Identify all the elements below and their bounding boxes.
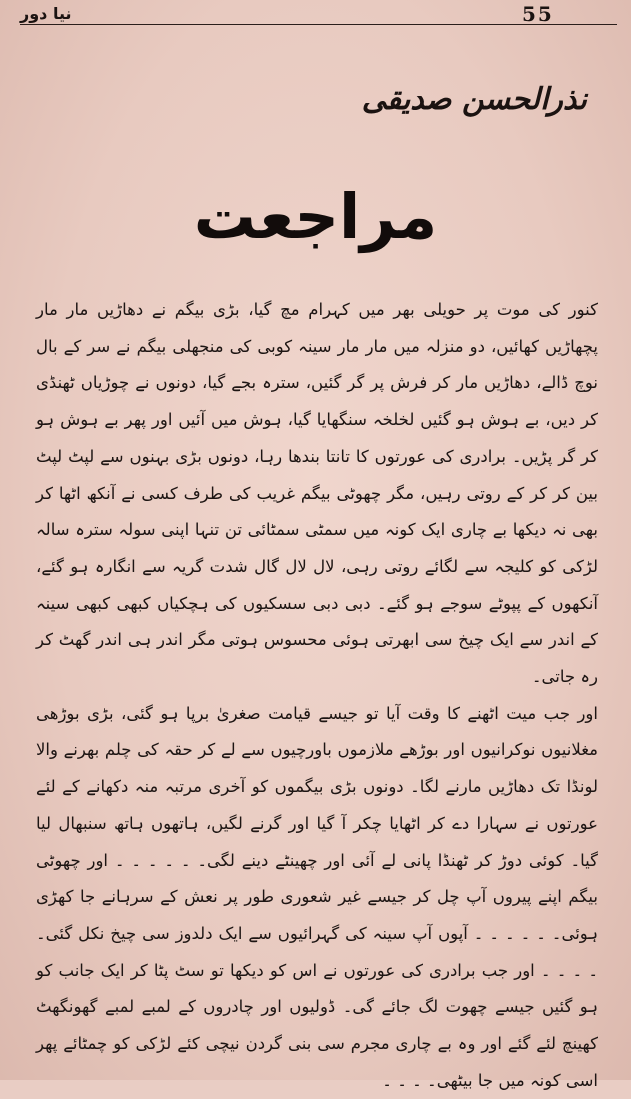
header-rule [20,24,617,25]
paragraph: اور جب میت اٹھنے کا وقت آیا تو جیسے قیامت صغریٰ برپا ہو گئی، بڑی بوڑھی مغلانیوں نوکرانیوں اور بوڑھے ملازموں باورچیوں سے لے کر حقہ کی چلم بھرنے والا لونڈا تک دھاڑیں مارنے لگا۔ دونوں بڑی بیگموں کو آخری مرتبہ منہ دکھانے کے لئے عورتوں نے سہارا دے کر اٹھایا چکر آ گیا اور گرنے لگیں، ہاتھوں ہاتھ سنبھال لیا گیا۔ کوئی دوڑ کر ٹھنڈا پانی لے آئی اور چھینٹے دینے لگی۔ ۔ ۔ ۔ ۔ ۔ اور چھوٹی بیگم اپنے پیروں آپ چل کر جیسے غیر شعوری طور پر نعش کے سرہانے جا کھڑی ہوئی۔ ۔ ۔ ۔ ۔ ۔ آپوں آپ سینہ کی گہرائیوں سے ایک دلدوز سی چیخ نکل گئی۔ ۔ ۔ ۔ ۔ اور جب برادری کی عورتوں نے اس کو دیکھا تو سٹ پٹا کر ایک جانب کو ہو گئیں جیسے چھوت لگ جائے گی۔ ڈولیوں اور چادروں کے لمبے لمبے گھونگھٹ کھینچ لئے گئے اور وہ بے چاری مجرم سی بنی گردن نیچی کئے لڑکی کو چمٹائے پھر اسی کونہ میں جا بیٹھی۔ ۔ ۔ ۔ [36,703,598,1090]
page-number: 55 [522,2,554,26]
author-name: نذرالحسن صدیقی [361,82,587,117]
article-title: مراجعت [193,180,438,253]
running-head: نیا دور [20,4,72,23]
article-body [36,292,598,1099]
paragraph: کنور کی موت پر حویلی بھر میں کہرام مچ گیا، بڑی بیگم نے دھاڑیں مار مار پچھاڑیں کھائیں، دو منزلہ میں مار مار سینہ کوبی کی منجھلی بیگم نے سر کے بال نوچ ڈالے، دھاڑیں مار کر فرش پر گر گئیں، سترہ بجے گیا، دونوں نے چوڑیاں ٹھنڈی کر دیں، بے ہوش ہو گئیں لخلخہ سنگھایا گیا، ہوش میں آئیں اور پھر بے ہوش ہو کر گر پڑیں۔ برادری کی عورتوں کا تانتا بندھا رہا، دونوں بڑی بہنوں سے لپٹ لپٹ بین کر کر کے روتی رہیں، مگر چھوٹی بیگم غریب کی طرف کسی نے آنکھ اٹھا کر بھی نہ دیکھا بے چاری ایک کونہ میں سمٹی سمٹائی تن تنہا اپنی سولہ سترہ سالہ لڑکی کو کلیجہ سے لگائے روتی رہی، لال لال گال شدت گریہ سے انگارہ ہو گئے، آنکھوں کے پپوٹے سوجے ہو گئے۔ دبی دبی سسکیوں کی ہچکیاں کبھی کبھی سینہ کے اندر سے ایک چیخ سی ابھرتی ہوئی محسوس ہوتی مگر اندر ہی اندر گھٹ کر رہ جاتی۔ [36,300,598,687]
